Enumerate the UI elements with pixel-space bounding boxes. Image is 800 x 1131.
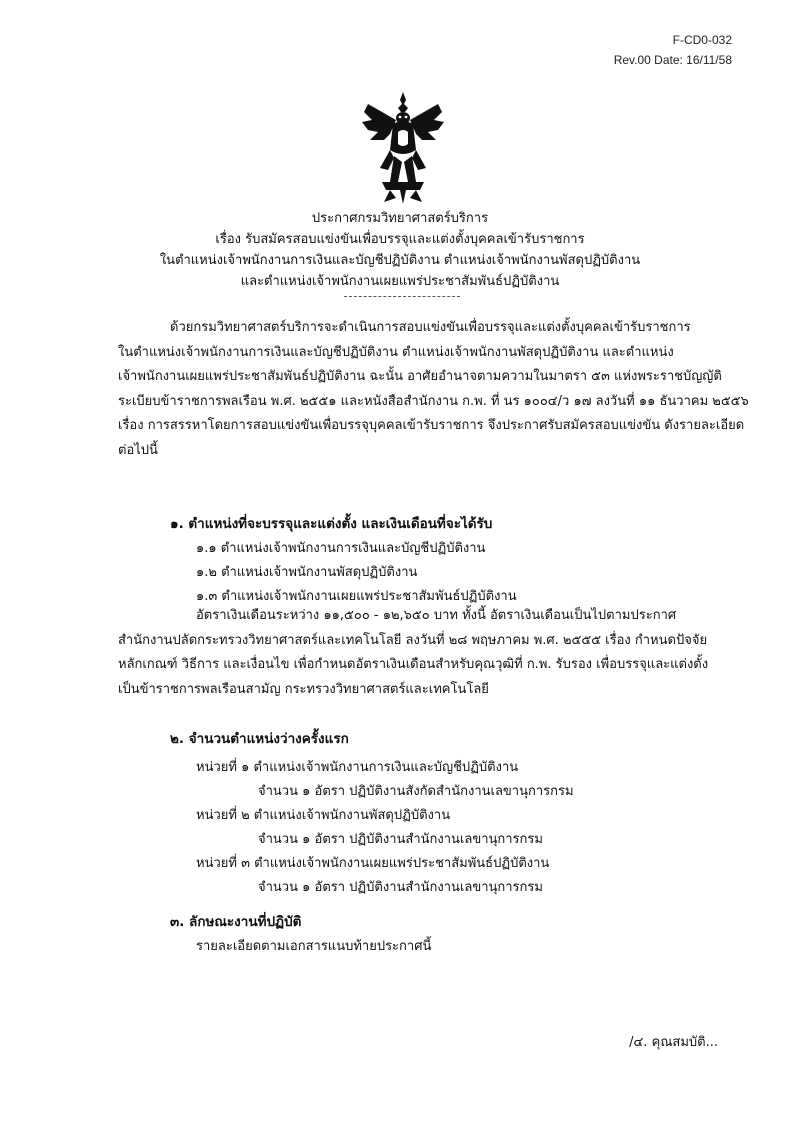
intro-line: ระเบียบข้าราชการพลเรือน พ.ศ. ๒๕๕๑ และหนังสือสำนักงาน ก.พ. ที่ นร ๑๐๐๔/ว ๑๗ ลงวันที่ ๑๑ ธันวาคม ๒๕๕๖ bbox=[118, 393, 749, 409]
announcement-subject: เรื่อง รับสมัครสอบแข่งขันเพื่อบรรจุและแต่งตั้งบุคคลเข้ารับราชการ bbox=[215, 232, 585, 247]
announcement-positions-line: ในตำแหน่งเจ้าพนักงานการเงินและบัญชีปฏิบัติงาน ตำแหน่งเจ้าพนักงานพัสดุปฏิบัติงาน bbox=[159, 253, 641, 268]
document-reference bbox=[614, 30, 732, 70]
header-divider bbox=[344, 296, 460, 297]
intro-line: เจ้าพนักงานเผยแพร่ประชาสัมพันธ์ปฏิบัติงาน ฉะนั้น อาศัยอำนาจตามความในมาตรา ๕๓ แห่งพระราชบัญญัติ bbox=[118, 369, 722, 384]
intro-line: ด้วยกรมวิทยาศาสตร์บริการจะดำเนินการสอบแข่งขันเพื่อบรรจุและแต่งตั้งบุคคลเข้ารับราชการ bbox=[170, 320, 691, 335]
salary-line: อัตราเงินเดือนระหว่าง ๑๑,๕๐๐ - ๑๒,๖๕๐ บาท ทั้งนี้ อัตราเงินเดือนเป็นไปตามประกาศ bbox=[196, 608, 677, 623]
unit-detail: จำนวน ๑ อัตรา ปฏิบัติงานสำนักงานเลขานุการกรม bbox=[258, 832, 543, 847]
position-item: ๑.๓ ตำแหน่งเจ้าพนักงานเผยแพร่ประชาสัมพันธ์ปฏิบัติงาน bbox=[196, 589, 517, 604]
section2-heading: ๒. จำนวนตำแหน่งว่างครั้งแรก bbox=[170, 731, 349, 747]
intro-paragraph bbox=[118, 316, 749, 463]
salary-line: เป็นข้าราชการพลเรือนสามัญ กระทรวงวิทยาศาสตร์และเทคโนโลยี bbox=[118, 681, 489, 697]
section3-body: รายละเอียดตามเอกสารแนบท้ายประกาศนี้ bbox=[196, 939, 432, 954]
unit-title: หน่วยที่ ๒ ตำแหน่งเจ้าพนักงานพัสดุปฏิบัติงาน bbox=[196, 808, 451, 823]
form-code: F-CD0-032 bbox=[672, 33, 732, 47]
announcement-issuer: ประกาศกรมวิทยาศาสตร์บริการ bbox=[311, 211, 489, 226]
garuda-emblem-icon bbox=[360, 90, 446, 205]
announcement-positions-line: และตำแหน่งเจ้าพนักงานเผยแพร่ประชาสัมพันธ์ปฏิบัติงาน bbox=[240, 274, 560, 289]
unit-title: หน่วยที่ ๓ ตำแหน่งเจ้าพนักงานเผยแพร่ประชาสัมพันธ์ปฏิบัติงาน bbox=[196, 856, 550, 871]
position-item: ๑.๒ ตำแหน่งเจ้าพนักงานพัสดุปฏิบัติงาน bbox=[196, 565, 418, 580]
intro-line: ต่อไปนี้ bbox=[118, 442, 158, 458]
revision-date: Rev.00 Date: 16/11/58 bbox=[613, 53, 732, 67]
position-item: ๑.๑ ตำแหน่งเจ้าพนักงานการเงินและบัญชีปฏิบัติงาน bbox=[196, 541, 486, 556]
section1-heading: ๑. ตำแหน่งที่จะบรรจุและแต่งตั้ง และเงินเดือนที่จะได้รับ bbox=[170, 516, 493, 532]
continuation-note: /๔. คุณสมบัติ... bbox=[629, 1035, 718, 1050]
unit-detail: จำนวน ๑ อัตรา ปฏิบัติงานสังกัดสำนักงานเลขานุการกรม bbox=[258, 784, 574, 799]
intro-line: ในตำแหน่งเจ้าพนักงานการเงินและบัญชีปฏิบัติงาน ตำแหน่งเจ้าพนักงานพัสดุปฏิบัติงาน และตำแหน่ง bbox=[118, 344, 674, 360]
section3-heading: ๓. ลักษณะงานที่ปฏิบัติ bbox=[170, 914, 302, 930]
unit-detail: จำนวน ๑ อัตรา ปฏิบัติงานสำนักงานเลขานุการกรม bbox=[258, 880, 543, 895]
salary-line: หลักเกณฑ์ วิธีการ และเงื่อนไข เพื่อกำหนดอัตราเงินเดือนสำหรับคุณวุฒิที่ ก.พ. รับรอง เพื่อบรรจุและแต่งตั้ง bbox=[118, 657, 709, 672]
salary-line: สำนักงานปลัดกระทรวงวิทยาศาสตร์และเทคโนโลยี ลงวันที่ ๒๘ พฤษภาคม พ.ศ. ๒๕๕๕ เรื่อง กำหนดปัจจัย bbox=[118, 632, 708, 648]
announcement-header bbox=[130, 208, 670, 292]
salary-paragraph bbox=[118, 604, 708, 702]
unit-title: หน่วยที่ ๑ ตำแหน่งเจ้าพนักงานการเงินและบัญชีปฏิบัติงาน bbox=[196, 760, 519, 775]
intro-line: เรื่อง การสรรหาโดยการสอบแข่งขันเพื่อบรรจุบุคคลเข้ารับราชการ จึงประกาศรับสมัครสอบแข่งขัน ดังรายละเอียด bbox=[118, 418, 745, 433]
